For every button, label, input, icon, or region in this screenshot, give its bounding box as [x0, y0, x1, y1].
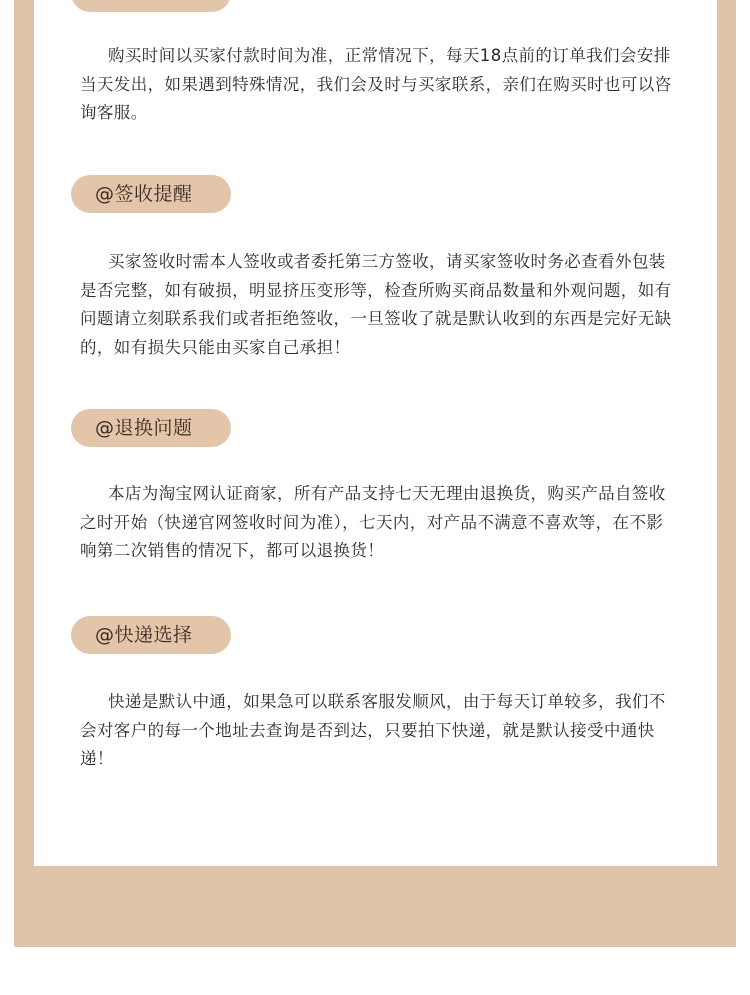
return-exchange-heading: @退换问题: [71, 409, 231, 447]
shipping-time-text: 购买时间以买家付款时间为准，正常情况下，每天18点前的订单我们会安排当天发出，如果遇到特殊情况，我们会及时与买家联系，亲们在购买时也可以咨询客服。: [80, 46, 672, 122]
section-heading-top: [71, 0, 231, 12]
courier-choice-text: 快递是默认中通，如果急可以联系客服发顺风，由于每天订单较多，我们不会对客户的每一个地址去查询是否到达，只要拍下快递，就是默认接受中通快递！: [80, 692, 666, 768]
courier-choice-heading: @快递选择: [71, 616, 231, 654]
signing-reminder-heading: @签收提醒: [71, 175, 231, 213]
return-exchange-text: 本店为淘宝网认证商家，所有产品支持七天无理由退换货，购买产品自签收之时开始（快递官网签收时间为准），七天内，对产品不满意不喜欢等，在不影响第二次销售的情况下，都可以退换货！: [80, 484, 666, 560]
signing-reminder-text: 买家签收时需本人签收或者委托第三方签收，请买家签收时务必查看外包装是否完整，如有破损，明显挤压变形等，检查所购买商品数量和外观问题，如有问题请立刻联系我们或者拒绝签收，一旦签收了就是默认收到的东西是完好无缺的，如有损失只能由买家自己承担！: [80, 252, 672, 357]
